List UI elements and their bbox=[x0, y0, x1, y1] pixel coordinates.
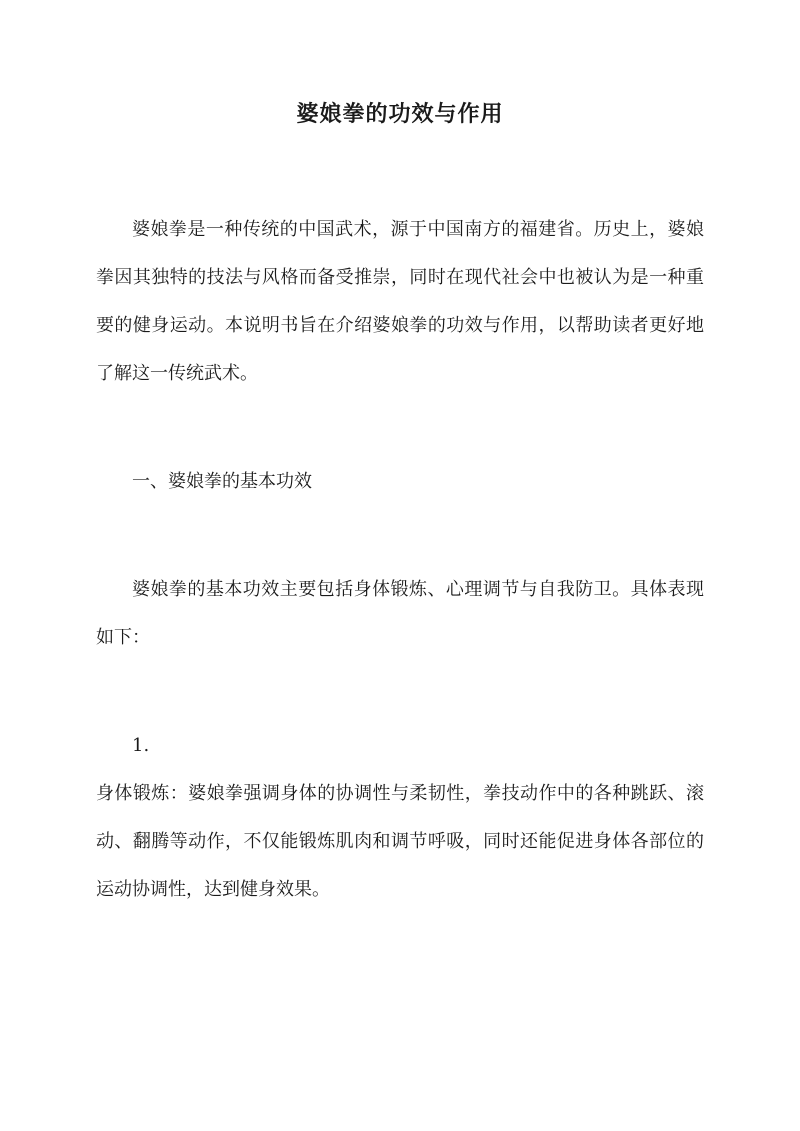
list-item-text: 身体锻炼：婆娘拳强调身体的协调性与柔韧性，拳技动作中的各种跳跃、滚动、翻腾等动作，不仅能锻炼肌肉和调节呼吸，同时还能促进身体各部位的运动协调性，达到健身效果。 bbox=[96, 783, 704, 900]
document-title: 婆娘拳的功效与作用 bbox=[296, 101, 504, 127]
section-intro-paragraph: 婆娘拳的基本功效主要包括身体锻炼、心理调节与自我防卫。具体表现如下： bbox=[96, 579, 704, 648]
intro-paragraph: 婆娘拳是一种传统的中国武术，源于中国南方的福建省。历史上，婆娘拳因其独特的技法与风格而备受推崇，同时在现代社会中也被认为是一种重要的健身运动。本说明书旨在介绍婆娘拳的功效与作用，以帮助读者更好地了解这一传统武术。 bbox=[96, 219, 704, 384]
list-item-number: 1. bbox=[132, 735, 150, 756]
section-heading: 一、婆娘拳的基本功效 bbox=[132, 471, 312, 492]
